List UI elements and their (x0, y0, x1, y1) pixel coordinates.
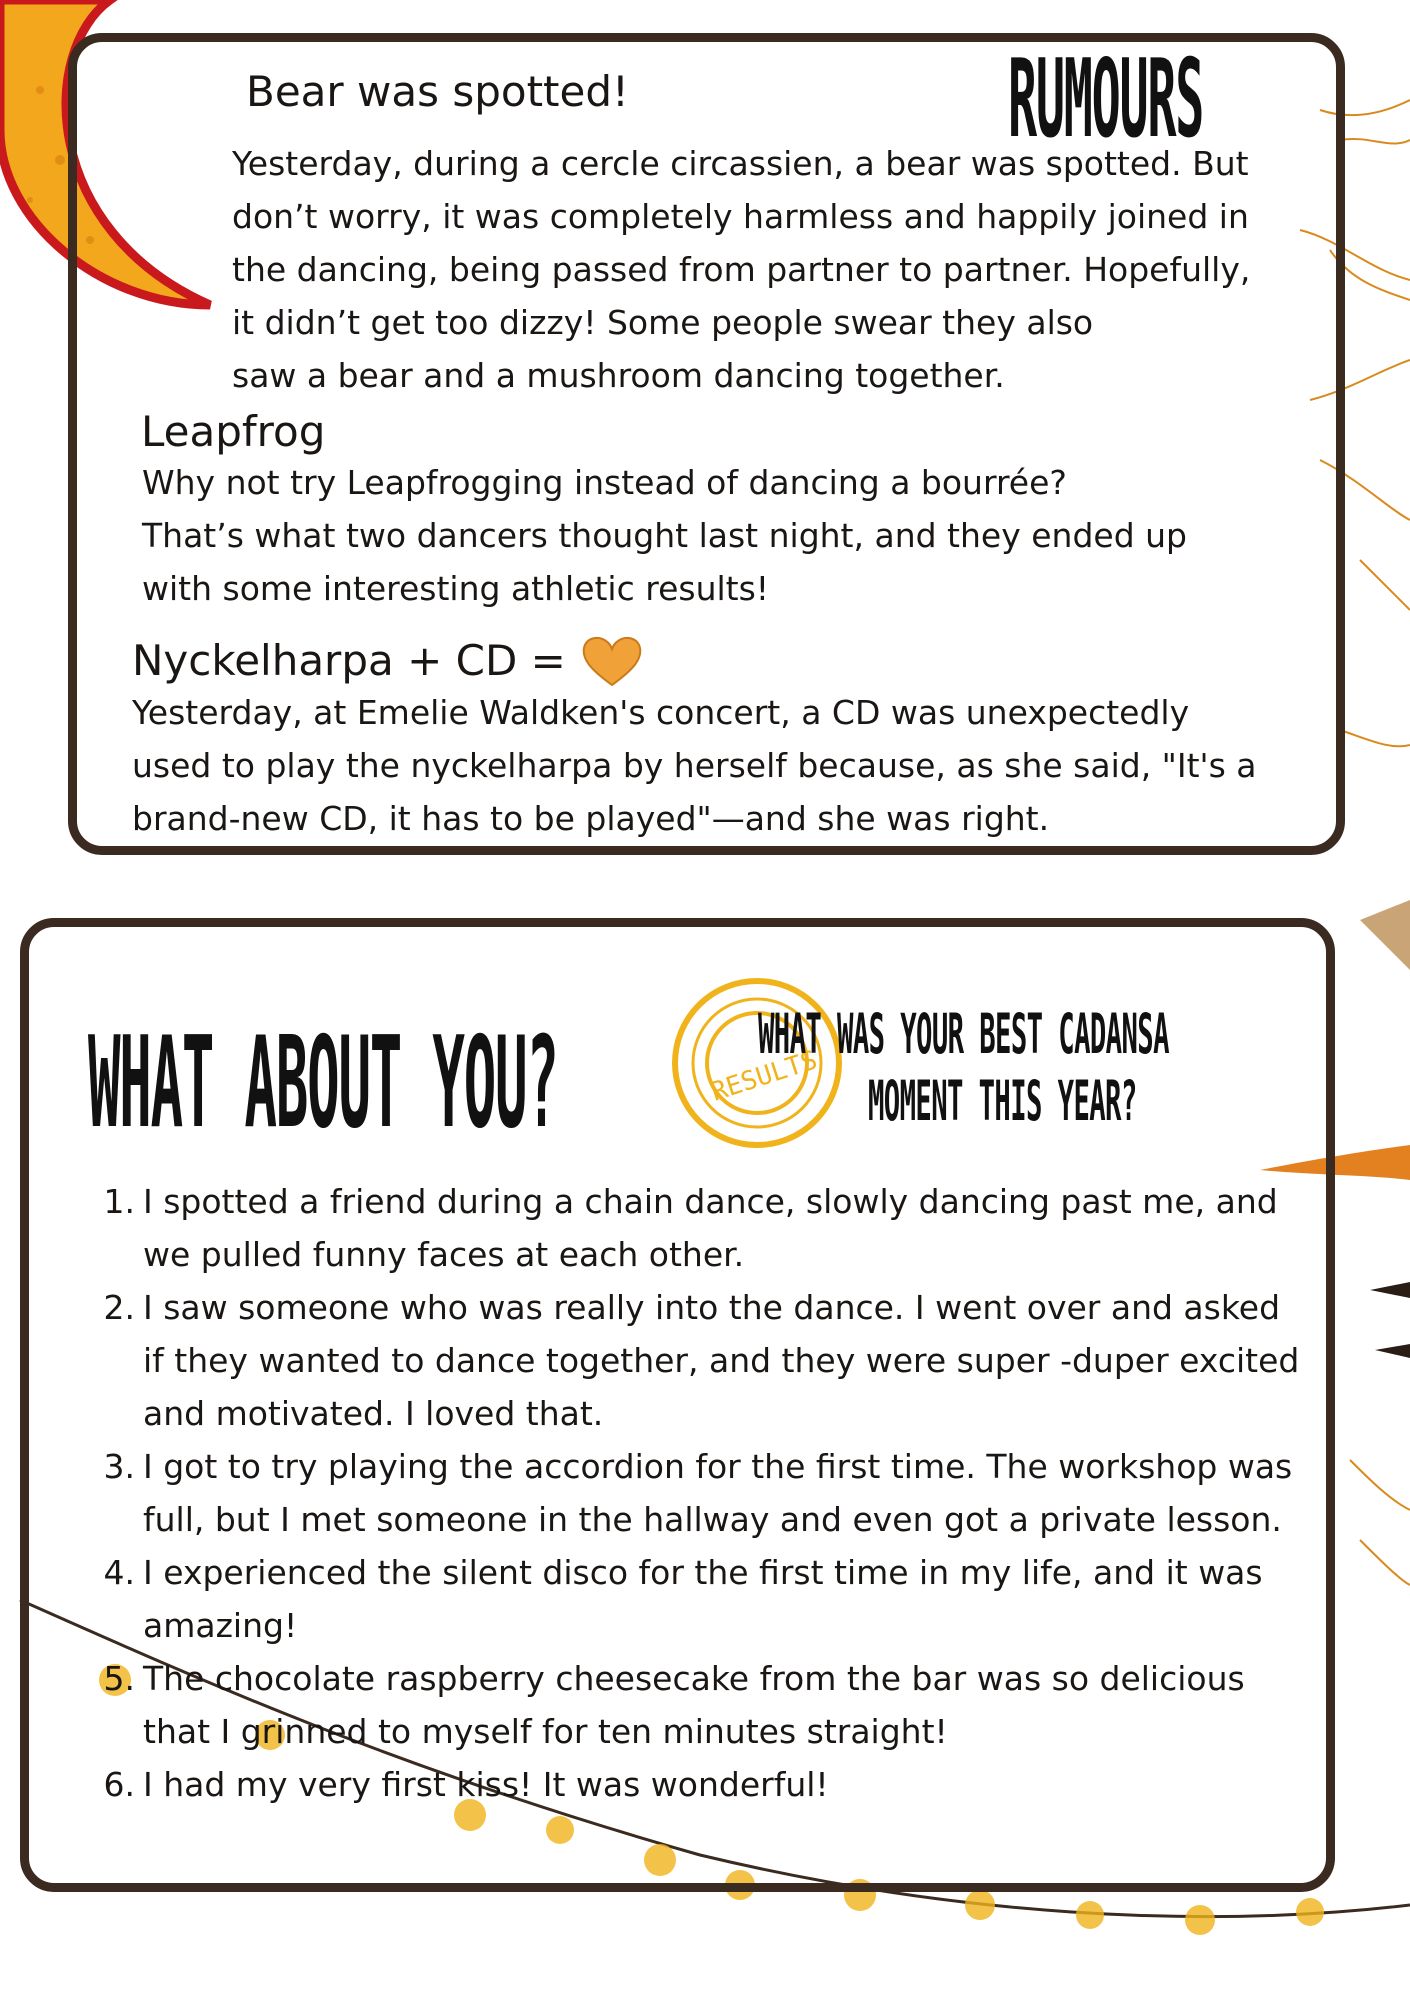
question-line-2: MOMENT THIS YEAR? (868, 1070, 1137, 1134)
list-item: 5. The chocolate raspberry cheesecake from the bar was so delicious that I grinned to myself for ten minutes straight! (103, 1659, 1245, 1751)
rumour-heading-leapfrog: Leapfrog (141, 407, 326, 456)
rumours-title: RUMOURS (1008, 38, 1204, 163)
rumour-heading-bear: Bear was spotted! (246, 67, 629, 116)
rumour-text-leapfrog: Why not try Leapfrogging instead of dancing a bourrée? That’s what two dancers thought last night, and they ended up with some interesting athletic results! (142, 463, 1187, 608)
heart-icon (580, 633, 644, 689)
rumour-text-bear: Yesterday, during a cercle circassien, a bear was spotted. But don’t worry, it was completely harmless and happily joined in the dancing, being passed from partner to partner. Hopefully, it didn’t get too dizzy! Some people swear they also saw a bear and a mushroom dancing together. (232, 144, 1251, 395)
answers-list (95, 1175, 1299, 1811)
what-about-you-title: WHAT ABOUT YOU? (88, 1010, 558, 1157)
svg-text:RESULTS: RESULTS (707, 1045, 822, 1108)
list-item: 3. I got to try playing the accordion for the first time. The workshop was full, but I met someone in the hallway and even got a private lesson. (103, 1447, 1293, 1539)
question-line-1: WHAT WAS YOUR BEST CADANSA (758, 1003, 1169, 1067)
list-item: 1. I spotted a friend during a chain dance, slowly dancing past me, and we pulled funny faces at each other. (103, 1182, 1278, 1274)
list-item: 2. I saw someone who was really into the dance. I went over and asked if they wanted to dance together, and they were super -duper excited and motivated. I loved that. (103, 1288, 1300, 1433)
list-item: 4. I experienced the silent disco for the first time in my life, and it was amazing! (103, 1553, 1263, 1645)
list-item: 6. I had my very first kiss! It was wonderful! (103, 1765, 829, 1804)
rumour-text-nyckelharpa: Yesterday, at Emelie Waldken's concert, a CD was unexpectedly used to play the nyckelharpa by herself because, as she said, "It's a brand-new CD, it has to be played"—and she was right. (132, 693, 1257, 838)
rumour-heading-nyckelharpa: Nyckelharpa + CD = (132, 636, 566, 685)
